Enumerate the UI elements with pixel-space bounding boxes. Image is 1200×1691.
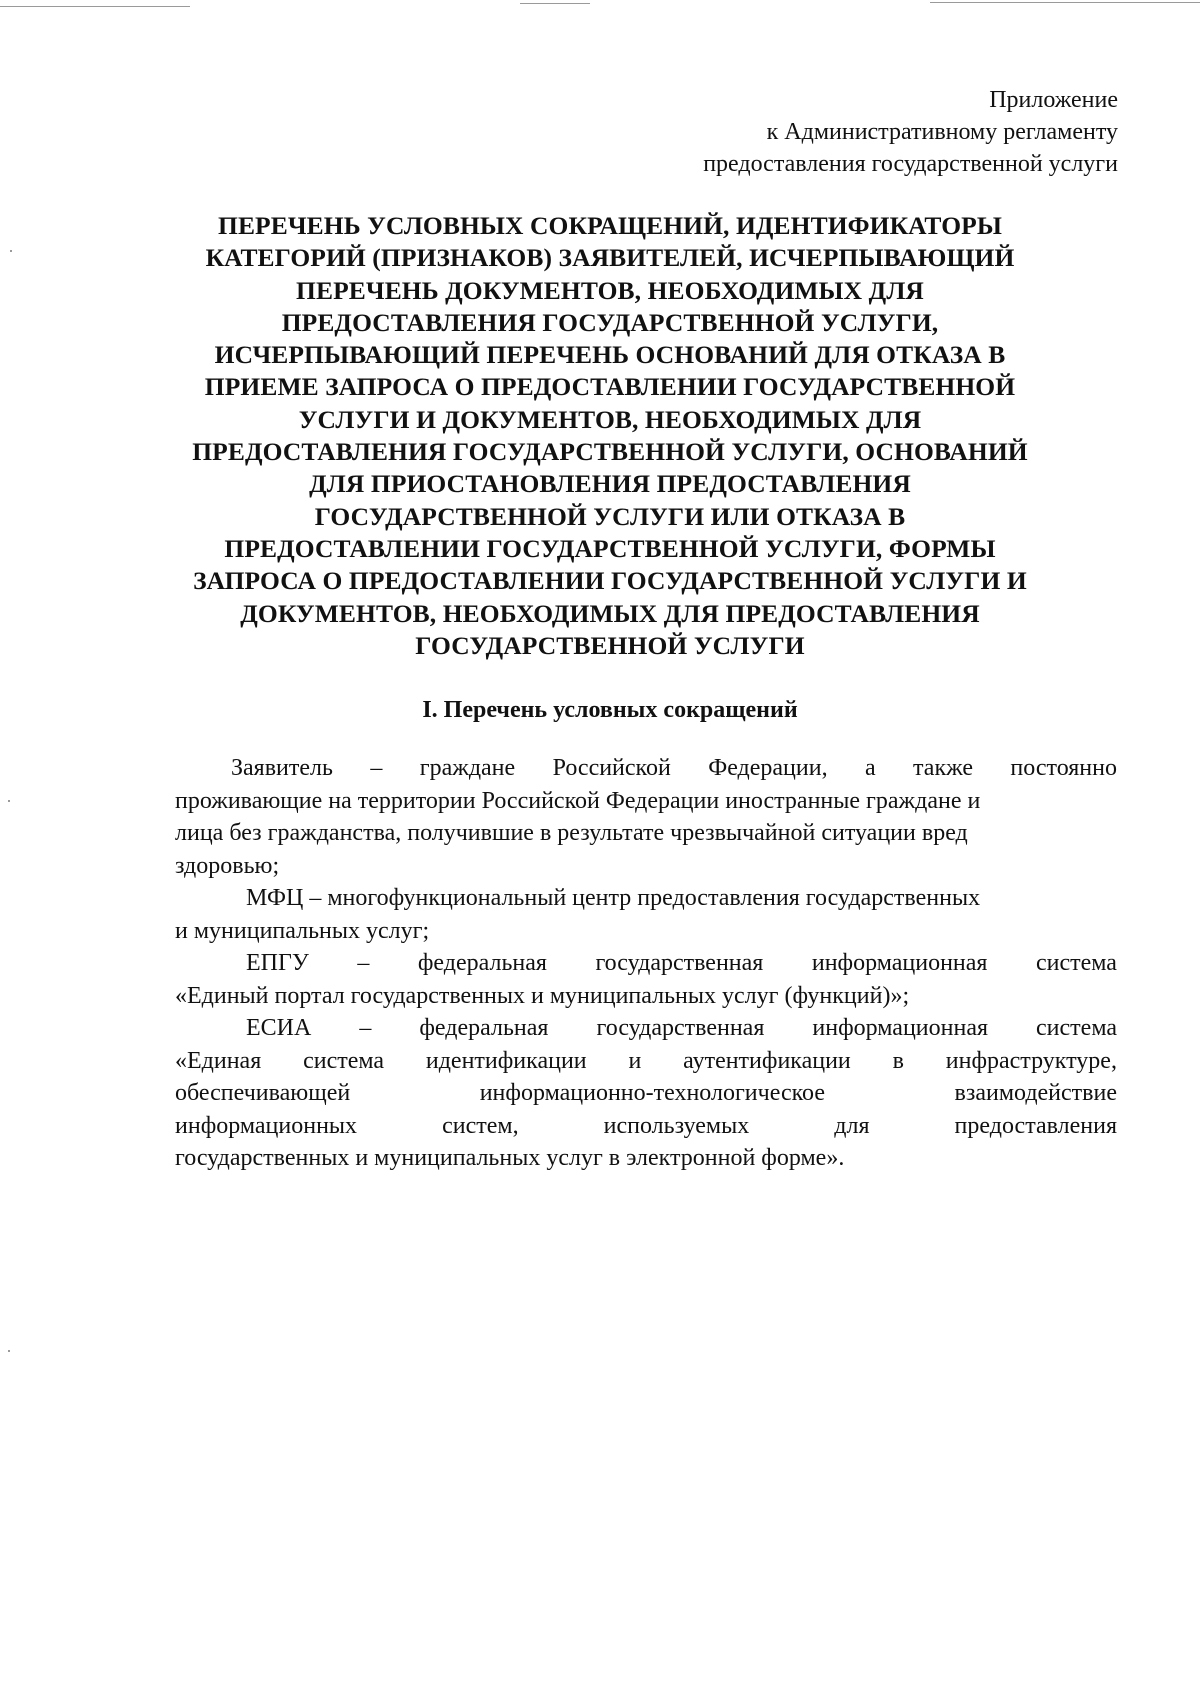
title-line: ПЕРЕЧЕНЬ УСЛОВНЫХ СОКРАЩЕНИЙ, ИДЕНТИФИКАТОРЫ <box>218 211 1002 240</box>
section-body <box>175 752 1117 1175</box>
word: Заявитель <box>231 755 333 781</box>
title-line: ГОСУДАРСТВЕННОЙ УСЛУГИ <box>415 630 805 660</box>
word: а <box>864 755 876 781</box>
word: в <box>892 1047 904 1074</box>
justified-line <box>175 1045 1117 1078</box>
word: государственная <box>596 1015 765 1041</box>
appendix-note <box>498 84 1118 180</box>
section-heading: I. Перечень условных сокращений <box>422 697 798 723</box>
title-line: ГОСУДАРСТВЕННОЙ УСЛУГИ ИЛИ ОТКАЗА В <box>314 501 906 531</box>
word: граждане <box>419 755 516 781</box>
justified-line <box>175 1077 1117 1110</box>
word: – <box>370 755 383 781</box>
word: предоставления <box>954 1112 1117 1139</box>
text-line: МФЦ – многофункциональный центр предоставления государственных <box>246 885 981 911</box>
title-line: ПЕРЕЧЕНЬ ДОКУМЕНТОВ, НЕОБХОДИМЫХ ДЛЯ <box>296 275 924 305</box>
word: система <box>303 1047 385 1074</box>
text-line: здоровью; <box>175 852 280 879</box>
title-line: ПРЕДОСТАВЛЕНИИ ГОСУДАРСТВЕННОЙ УСЛУГИ, ФОРМЫ <box>224 533 996 563</box>
paragraph-applicant <box>175 752 1117 882</box>
word: идентификации <box>425 1047 587 1074</box>
justified-line <box>175 947 1117 980</box>
word: аутентификации <box>683 1047 851 1074</box>
word: – <box>357 950 370 976</box>
title-line: ПРИЕМЕ ЗАПРОСА О ПРЕДОСТАВЛЕНИИ ГОСУДАРСТВЕННОЙ <box>204 372 1016 402</box>
title-line: ИСЧЕРПЫВАЮЩИЙ ПЕРЕЧЕНЬ ОСНОВАНИЙ ДЛЯ ОТКАЗА В <box>214 340 1006 370</box>
word: информационная <box>812 1015 989 1041</box>
word: система <box>1035 950 1117 976</box>
word: для <box>834 1112 870 1139</box>
title-line: КАТЕГОРИЙ (ПРИЗНАКОВ) ЗАЯВИТЕЛЕЙ, ИСЧЕРПЫВАЮЩИЙ <box>205 243 1015 273</box>
word: информационных <box>175 1112 358 1139</box>
title-line: ДЛЯ ПРИОСТАНОВЛЕНИЯ ПРЕДОСТАВЛЕНИЯ <box>309 469 911 499</box>
title-line: УСЛУГИ И ДОКУМЕНТОВ, НЕОБХОДИМЫХ ДЛЯ <box>298 404 922 434</box>
justified-line <box>175 1110 1117 1143</box>
word: информационная <box>811 950 988 976</box>
paragraph-esia <box>175 1012 1117 1175</box>
word: обеспечивающей <box>175 1080 351 1106</box>
title-line: ПРЕДОСТАВЛЕНИЯ ГОСУДАРСТВЕННОЙ УСЛУГИ, <box>281 307 939 337</box>
word: информационно-технологическое <box>479 1080 825 1106</box>
title-line: ДОКУМЕНТОВ, НЕОБХОДИМЫХ ДЛЯ ПРЕДОСТАВЛЕНИЯ <box>240 598 980 628</box>
title-line: ПРЕДОСТАВЛЕНИЯ ГОСУДАРСТВЕННОЙ УСЛУГИ, ОСНОВАНИЙ <box>192 437 1028 467</box>
word: систем, <box>442 1112 519 1139</box>
text-line: проживающие на территории Российской Федерации иностранные граждане и <box>175 787 981 814</box>
justified-line <box>175 1012 1117 1045</box>
text-line: и муниципальных услуг; <box>175 917 430 944</box>
word: взаимодействие <box>954 1080 1117 1106</box>
word: – <box>359 1015 372 1041</box>
text-line: лица без гражданства, получившие в результате чрезвычайной ситуации вред <box>175 820 968 846</box>
word: инфраструктуре, <box>945 1047 1117 1074</box>
word: и <box>628 1047 642 1074</box>
document-title <box>150 210 1070 662</box>
scan-speck <box>10 250 12 252</box>
word: используемых <box>603 1112 750 1139</box>
text-line: государственных и муниципальных услуг в электронной форме». <box>175 1145 845 1171</box>
word: федеральная <box>417 950 547 976</box>
word: также <box>913 755 974 781</box>
word: федеральная <box>419 1015 549 1041</box>
word: ЕСИА <box>246 1015 312 1041</box>
word: система <box>1036 1015 1117 1041</box>
word: Российской <box>552 755 671 781</box>
appendix-line-2: к Административному регламенту <box>766 119 1118 145</box>
appendix-line-3: предоставления государственной услуги <box>703 151 1118 177</box>
word: ЕПГУ <box>246 950 309 976</box>
word: государственная <box>595 950 764 976</box>
justified-line <box>175 752 1117 785</box>
paragraph-epgu <box>175 947 1117 1012</box>
scan-speck <box>8 1350 10 1352</box>
title-line: ЗАПРОСА О ПРЕДОСТАВЛЕНИИ ГОСУДАРСТВЕННОЙ УСЛУГИ И <box>193 566 1027 596</box>
text-line: «Единый портал государственных и муниципальных услуг (функций)»; <box>175 982 910 1009</box>
word: постоянно <box>1010 755 1117 781</box>
scan-artifact-top-left <box>0 6 190 7</box>
word: «Единая <box>175 1047 262 1074</box>
scan-speck <box>8 800 10 802</box>
word: Федерации, <box>708 755 828 781</box>
paragraph-mfc <box>175 882 1117 947</box>
scan-artifact-top-right <box>930 2 1200 3</box>
scan-artifact-top-center <box>520 3 590 4</box>
appendix-line-1: Приложение <box>989 87 1118 113</box>
